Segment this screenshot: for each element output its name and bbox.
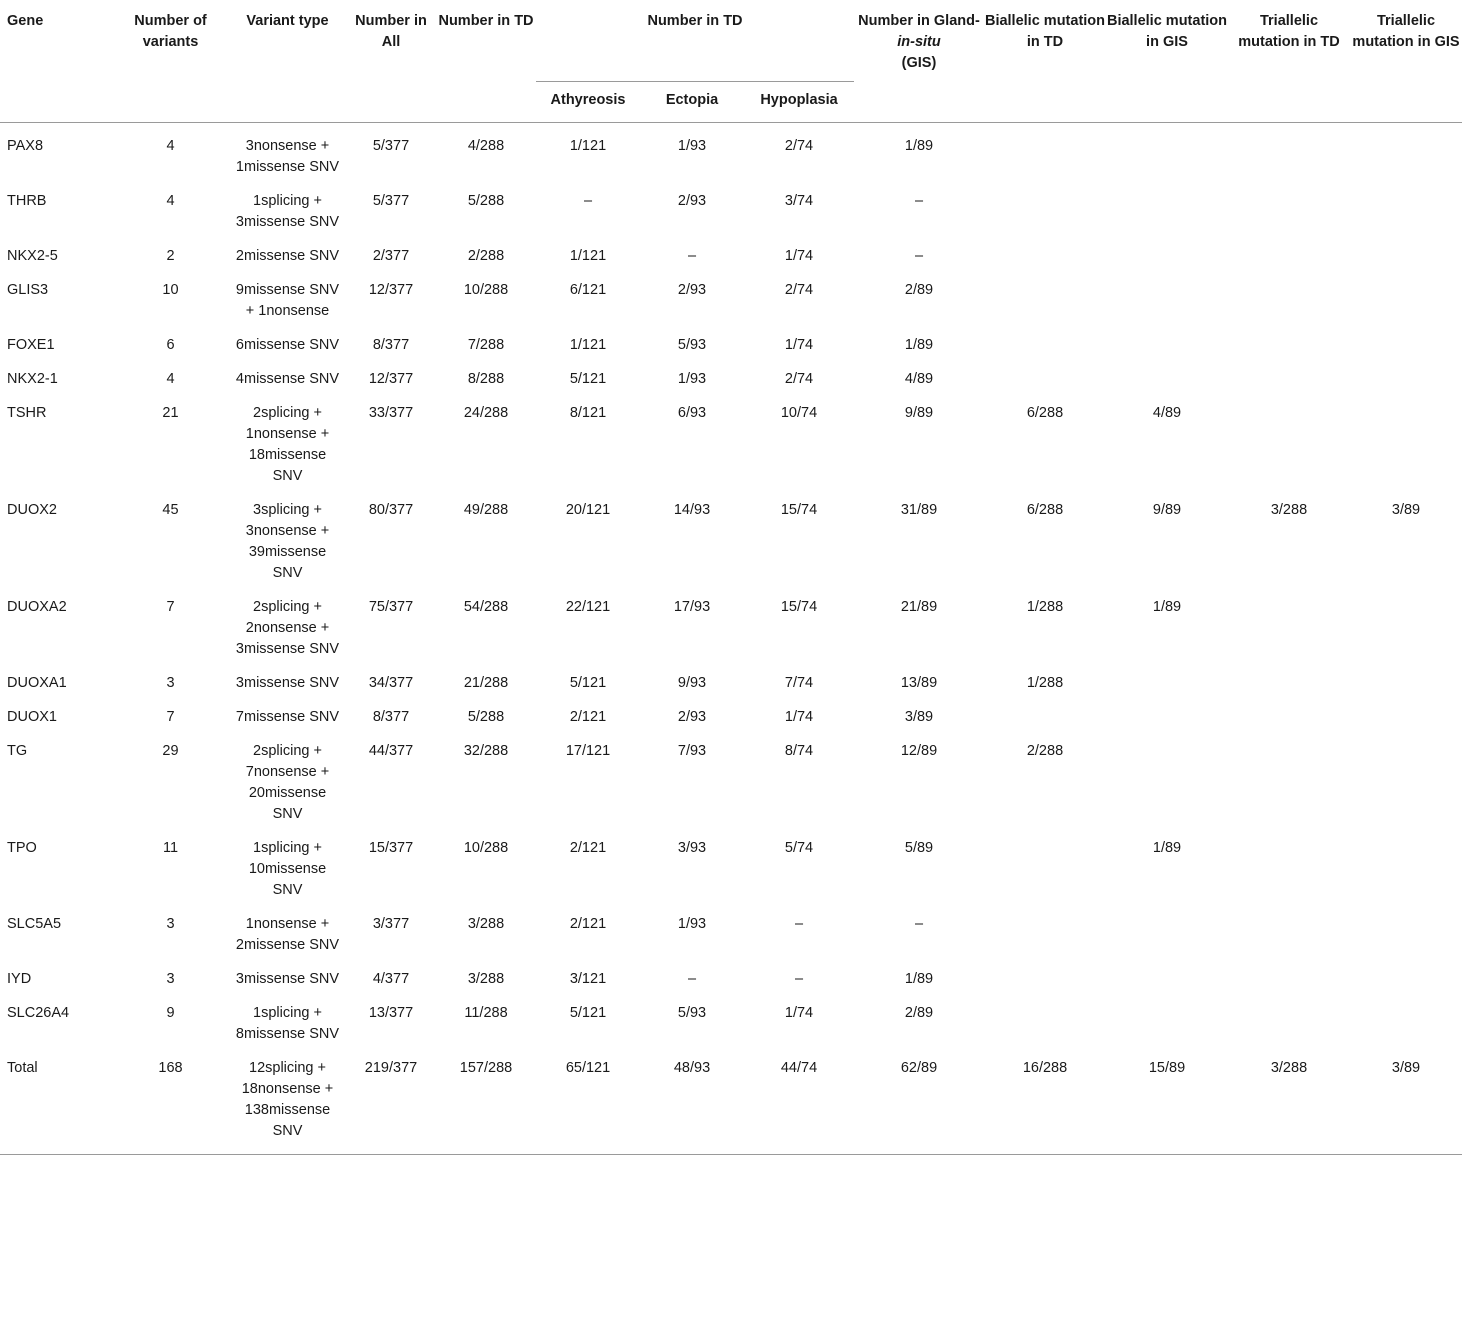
cell-triallelic-gis (1350, 956, 1462, 990)
variant-type-text: 1splicing + 3missense SNV (235, 193, 340, 230)
cell-number-in-gis: 13/89 (900, 675, 938, 691)
cell-ectopia: – (687, 248, 697, 264)
cell-biallelic-gis (1106, 322, 1228, 356)
cell-biallelic-gis (1106, 233, 1228, 267)
cell-triallelic-gis: 3/89 (1350, 1045, 1462, 1155)
cell-biallelic-td (984, 322, 1106, 356)
cell-triallelic-gis (1350, 356, 1462, 390)
cell-number-of-variants: 3 (166, 916, 175, 932)
cell-biallelic-td (984, 825, 1106, 901)
cell-biallelic-td (984, 178, 1106, 233)
cell-gene: SLC5A5 (7, 916, 62, 932)
cell-ectopia: 2/93 (677, 282, 707, 298)
cell-gene: THRB (7, 193, 47, 209)
cell-number-in-all: 5/377 (372, 193, 410, 209)
cell-biallelic-gis: 1/89 (1152, 599, 1182, 615)
cell-hypoplasia: – (794, 971, 804, 987)
cell-ectopia: 17/93 (673, 599, 711, 615)
cell-number-in-td: 3/288 (467, 971, 505, 987)
cell-number-of-variants: 11 (162, 840, 179, 856)
cell-number-in-all: 80/377 (368, 502, 414, 518)
cell-athyreosis: 5/121 (569, 371, 607, 387)
cell-ectopia: 2/93 (677, 193, 707, 209)
cell-gene: DUOX1 (7, 709, 57, 725)
cell-number-in-all: 75/377 (368, 599, 414, 615)
cell-athyreosis: 2/121 (569, 916, 607, 932)
variant-type-text: 2splicing + 1nonsense + 18missense SNV (245, 405, 330, 484)
cell-triallelic-gis (1350, 825, 1462, 901)
cell-number-in-gis: – (914, 193, 924, 209)
cell-number-in-gis: 31/89 (900, 502, 938, 518)
cell-biallelic-td (984, 123, 1106, 179)
cell-number-in-gis: 2/89 (904, 1005, 934, 1021)
cell-number-in-all: 8/377 (372, 337, 410, 353)
table-row (0, 390, 1462, 487)
header-gis-text-2: (GIS) (901, 55, 937, 71)
cell-number-in-td: 2/288 (467, 248, 505, 264)
cell-triallelic-td: 3/288 (1270, 502, 1308, 518)
cell-variant-type (229, 825, 346, 901)
cell-athyreosis: 3/121 (569, 971, 607, 987)
cell-triallelic-gis (1350, 178, 1462, 233)
cell-ectopia: 1/93 (677, 138, 707, 154)
cell-number-in-td: 5/288 (467, 193, 505, 209)
cell-athyreosis: 22/121 (565, 599, 611, 615)
cell-athyreosis: 5/121 (569, 1005, 607, 1021)
variant-type-text: 3splicing + 3nonsense + 39missense SNV (245, 502, 330, 581)
cell-ectopia: – (687, 971, 697, 987)
header-number-in-all: Number in All (346, 0, 436, 123)
cell-triallelic-td (1228, 123, 1350, 179)
cell-variant-type (229, 728, 346, 825)
header-number-in-td-group: Number in TD (536, 0, 854, 82)
cell-hypoplasia: 10/74 (780, 405, 818, 421)
table-row (0, 356, 1462, 390)
cell-biallelic-td: 1/288 (1026, 675, 1064, 691)
cell-ectopia: 3/93 (677, 840, 707, 856)
cell-number-in-td: 10/288 (463, 282, 509, 298)
cell-number-in-gis: – (914, 248, 924, 264)
cell-number-of-variants: 4 (166, 138, 175, 154)
cell-athyreosis: 8/121 (569, 405, 607, 421)
cell-biallelic-td: 2/288 (1026, 743, 1064, 759)
cell-gene: Total (0, 1045, 112, 1155)
cell-biallelic-td (984, 356, 1106, 390)
cell-number-of-variants: 7 (166, 599, 175, 615)
cell-number-of-variants: 4 (166, 371, 175, 387)
header-gis-text-1: Number in Gland- (858, 13, 980, 29)
header-gene: Gene (0, 0, 112, 123)
cell-number-in-gis: 5/89 (904, 840, 934, 856)
cell-number-of-variants: 4 (166, 193, 175, 209)
variant-type-text: 3nonsense + 1missense SNV (235, 138, 340, 175)
cell-number-in-all: 2/377 (372, 248, 410, 264)
cell-biallelic-gis: 15/89 (1106, 1045, 1228, 1155)
cell-variant-type (229, 660, 346, 694)
table-row (0, 990, 1462, 1045)
variant-type-text: 1splicing + 10missense SNV (248, 840, 327, 898)
cell-ectopia: 1/93 (677, 371, 707, 387)
cell-hypoplasia: 1/74 (784, 709, 814, 725)
table-row (0, 123, 1462, 179)
header-number-of-variants: Number of variants (112, 0, 229, 123)
cell-triallelic-td (1228, 990, 1350, 1045)
cell-gene: TPO (7, 840, 37, 856)
cell-number-in-all: 13/377 (368, 1005, 414, 1021)
cell-athyreosis: 1/121 (569, 248, 607, 264)
cell-athyreosis: 1/121 (569, 138, 607, 154)
cell-number-in-gis: 3/89 (904, 709, 934, 725)
cell-variant-type (229, 694, 346, 728)
cell-number-in-all: 12/377 (368, 371, 414, 387)
cell-triallelic-gis (1350, 267, 1462, 322)
cell-athyreosis: 6/121 (569, 282, 607, 298)
cell-number-in-td: 157/288 (436, 1045, 536, 1155)
cell-athyreosis: 2/121 (569, 840, 607, 856)
cell-variant-type (229, 956, 346, 990)
variant-type-text: 3missense SNV (235, 675, 340, 691)
cell-gene: NKX2-1 (7, 371, 58, 387)
table-row (0, 267, 1462, 322)
variant-type-text: 7missense SNV (235, 709, 340, 725)
cell-number-in-gis: 1/89 (904, 138, 934, 154)
cell-number-in-td: 11/288 (464, 1005, 508, 1021)
table-row (0, 1045, 1462, 1155)
cell-biallelic-gis (1106, 728, 1228, 825)
cell-ectopia: 9/93 (677, 675, 707, 691)
cell-gene: DUOX2 (7, 502, 57, 518)
cell-triallelic-td (1228, 825, 1350, 901)
cell-number-in-td: 8/288 (467, 371, 505, 387)
header-ectopia: Ectopia (640, 82, 744, 123)
cell-ectopia: 2/93 (677, 709, 707, 725)
table-row (0, 694, 1462, 728)
cell-athyreosis: – (583, 193, 593, 209)
cell-triallelic-td (1228, 956, 1350, 990)
cell-triallelic-td (1228, 356, 1350, 390)
cell-gene: SLC26A4 (7, 1005, 70, 1021)
cell-ectopia: 6/93 (677, 405, 707, 421)
cell-number-in-all: 4/377 (372, 971, 410, 987)
cell-triallelic-gis (1350, 123, 1462, 179)
cell-triallelic-td (1228, 728, 1350, 825)
table-row (0, 178, 1462, 233)
cell-hypoplasia: 15/74 (780, 502, 818, 518)
cell-number-of-variants: 9 (166, 1005, 175, 1021)
cell-triallelic-gis (1350, 584, 1462, 660)
cell-hypoplasia: 1/74 (784, 1005, 814, 1021)
table-row (0, 728, 1462, 825)
cell-variant-type (229, 901, 346, 956)
cell-biallelic-td (984, 990, 1106, 1045)
cell-triallelic-td (1228, 178, 1350, 233)
cell-hypoplasia: 1/74 (784, 248, 814, 264)
cell-variant-type (229, 267, 346, 322)
cell-number-of-variants: 29 (162, 743, 179, 759)
variant-type-text: 2splicing + 7nonsense + 20missense SNV (245, 743, 330, 822)
cell-number-in-all: 12/377 (368, 282, 414, 298)
cell-triallelic-td (1228, 322, 1350, 356)
cell-triallelic-gis: 3/89 (1391, 502, 1421, 518)
header-biallelic-td: Biallelic mutation in TD (984, 0, 1106, 123)
header-variant-type: Variant type (229, 0, 346, 123)
cell-triallelic-gis (1350, 901, 1462, 956)
cell-ectopia: 14/93 (673, 502, 711, 518)
cell-number-of-variants: 2 (166, 248, 175, 264)
cell-number-in-all: 219/377 (346, 1045, 436, 1155)
cell-triallelic-gis (1350, 233, 1462, 267)
cell-hypoplasia: 44/74 (744, 1045, 854, 1155)
cell-triallelic-gis (1350, 728, 1462, 825)
cell-triallelic-td: 3/288 (1228, 1045, 1350, 1155)
cell-biallelic-td: 6/288 (1026, 502, 1064, 518)
cell-triallelic-td (1228, 584, 1350, 660)
cell-number-in-all: 5/377 (372, 138, 410, 154)
cell-number-in-td: 21/288 (463, 675, 509, 691)
cell-biallelic-td (984, 233, 1106, 267)
cell-gene: TSHR (7, 405, 47, 421)
cell-biallelic-td: 6/288 (1026, 405, 1064, 421)
header-number-in-td: Number in TD (436, 0, 536, 123)
header-hypoplasia: Hypoplasia (744, 82, 854, 123)
cell-number-in-all: 44/377 (368, 743, 414, 759)
cell-hypoplasia: 2/74 (784, 138, 814, 154)
cell-biallelic-gis (1106, 123, 1228, 179)
cell-number-of-variants: 168 (112, 1045, 229, 1155)
cell-biallelic-gis: 1/89 (1152, 840, 1182, 856)
cell-biallelic-td (984, 956, 1106, 990)
cell-triallelic-td (1228, 390, 1350, 487)
cell-ectopia: 5/93 (677, 337, 707, 353)
table-header (0, 0, 1462, 123)
cell-variant-type (229, 390, 346, 487)
cell-hypoplasia: 8/74 (784, 743, 814, 759)
cell-gene: TG (7, 743, 28, 759)
cell-biallelic-gis (1106, 660, 1228, 694)
cell-number-in-gis: 9/89 (904, 405, 934, 421)
cell-variant-type (229, 233, 346, 267)
cell-variant-type (229, 356, 346, 390)
cell-hypoplasia: 2/74 (784, 282, 814, 298)
variant-type-text: 1nonsense + 2missense SNV (235, 916, 340, 953)
cell-biallelic-td (984, 901, 1106, 956)
cell-hypoplasia: 15/74 (780, 599, 818, 615)
table-row (0, 901, 1462, 956)
cell-number-of-variants: 10 (162, 282, 179, 298)
header-biallelic-gis: Biallelic mutation in GIS (1106, 0, 1228, 123)
cell-biallelic-gis: 9/89 (1152, 502, 1182, 518)
header-number-in-gis (854, 0, 984, 123)
cell-gene: DUOXA1 (7, 675, 67, 691)
cell-biallelic-gis (1106, 990, 1228, 1045)
cell-number-of-variants: 3 (166, 971, 175, 987)
cell-triallelic-td (1228, 694, 1350, 728)
variant-type-text: 9missense SNV + 1nonsense (235, 282, 340, 319)
variant-type-text: 3missense SNV (235, 971, 340, 987)
cell-number-in-gis: 2/89 (904, 282, 934, 298)
cell-biallelic-gis (1106, 356, 1228, 390)
cell-triallelic-gis (1350, 660, 1462, 694)
cell-number-in-td: 5/288 (467, 709, 505, 725)
variant-type-text: 6missense SNV (235, 337, 340, 353)
cell-hypoplasia: 2/74 (784, 371, 814, 387)
cell-number-in-gis: 21/89 (900, 599, 938, 615)
cell-number-in-all: 8/377 (372, 709, 410, 725)
variant-type-text: 2splicing + 2nonsense + 3missense SNV (235, 599, 340, 657)
cell-gene: IYD (7, 971, 32, 987)
cell-biallelic-gis (1106, 694, 1228, 728)
cell-gene: FOXE1 (7, 337, 55, 353)
cell-biallelic-gis (1106, 178, 1228, 233)
cell-triallelic-gis (1350, 390, 1462, 487)
cell-triallelic-td (1228, 233, 1350, 267)
cell-number-of-variants: 21 (162, 405, 179, 421)
cell-triallelic-td (1228, 901, 1350, 956)
cell-biallelic-gis: 4/89 (1152, 405, 1182, 421)
cell-hypoplasia: 1/74 (784, 337, 814, 353)
cell-number-in-all: 34/377 (368, 675, 414, 691)
table-body (0, 123, 1462, 1155)
cell-number-in-td: 24/288 (463, 405, 509, 421)
cell-number-in-gis: 1/89 (904, 971, 934, 987)
cell-biallelic-td: 1/288 (1026, 599, 1064, 615)
cell-number-in-all: 3/377 (372, 916, 410, 932)
cell-number-of-variants: 45 (162, 502, 179, 518)
cell-number-in-gis: – (914, 916, 924, 932)
table-row (0, 584, 1462, 660)
cell-number-in-td: 54/288 (463, 599, 509, 615)
cell-number-in-gis: 62/89 (854, 1045, 984, 1155)
cell-ectopia: 48/93 (640, 1045, 744, 1155)
header-gis-italic: in-situ (897, 34, 941, 50)
variant-type-text: 2missense SNV (235, 248, 340, 264)
cell-number-in-gis: 4/89 (904, 371, 934, 387)
cell-triallelic-td (1228, 267, 1350, 322)
cell-triallelic-td (1228, 660, 1350, 694)
cell-number-in-td: 3/288 (467, 916, 505, 932)
cell-athyreosis: 2/121 (569, 709, 607, 725)
cell-biallelic-gis (1106, 267, 1228, 322)
cell-variant-type (229, 1045, 346, 1155)
cell-gene: GLIS3 (7, 282, 49, 298)
cell-triallelic-gis (1350, 322, 1462, 356)
cell-ectopia: 5/93 (677, 1005, 707, 1021)
cell-hypoplasia: 7/74 (784, 675, 814, 691)
cell-athyreosis: 1/121 (569, 337, 607, 353)
variant-type-text: 1splicing + 8missense SNV (235, 1005, 340, 1042)
cell-athyreosis: 20/121 (565, 502, 611, 518)
cell-hypoplasia: 3/74 (784, 193, 814, 209)
cell-ectopia: 1/93 (677, 916, 707, 932)
cell-biallelic-td: 16/288 (984, 1045, 1106, 1155)
cell-gene: NKX2-5 (7, 248, 58, 264)
cell-gene: DUOXA2 (7, 599, 67, 615)
cell-variant-type (229, 584, 346, 660)
cell-biallelic-td (984, 267, 1106, 322)
cell-number-of-variants: 3 (166, 675, 175, 691)
cell-number-in-td: 4/288 (467, 138, 505, 154)
cell-athyreosis: 5/121 (569, 675, 607, 691)
table-row (0, 956, 1462, 990)
header-athyreosis: Athyreosis (536, 82, 640, 123)
cell-number-in-gis: 12/89 (900, 743, 938, 759)
cell-number-in-td: 32/288 (463, 743, 509, 759)
cell-athyreosis: 65/121 (536, 1045, 640, 1155)
cell-number-in-td: 10/288 (463, 840, 509, 856)
cell-number-of-variants: 6 (166, 337, 175, 353)
cell-biallelic-td (984, 694, 1106, 728)
variant-type-text: 12splicing + 18nonsense + 138missense SNV (241, 1060, 334, 1139)
cell-number-in-gis: 1/89 (904, 337, 934, 353)
cell-biallelic-gis (1106, 901, 1228, 956)
table-row (0, 660, 1462, 694)
table-row (0, 487, 1462, 584)
cell-number-of-variants: 7 (166, 709, 175, 725)
cell-number-in-td: 49/288 (463, 502, 509, 518)
table-row (0, 825, 1462, 901)
cell-variant-type (229, 178, 346, 233)
cell-triallelic-gis (1350, 990, 1462, 1045)
cell-variant-type (229, 123, 346, 179)
cell-gene: PAX8 (7, 138, 44, 154)
header-triallelic-gis: Triallelic mutation in GIS (1350, 0, 1462, 123)
cell-biallelic-gis (1106, 956, 1228, 990)
table-row (0, 322, 1462, 356)
cell-variant-type (229, 990, 346, 1045)
cell-number-in-td: 7/288 (467, 337, 505, 353)
table-row (0, 233, 1462, 267)
cell-variant-type (229, 487, 346, 584)
cell-number-in-all: 15/377 (368, 840, 414, 856)
header-triallelic-td: Triallelic mutation in TD (1228, 0, 1350, 123)
cell-ectopia: 7/93 (677, 743, 707, 759)
cell-hypoplasia: – (794, 916, 804, 932)
cell-hypoplasia: 5/74 (784, 840, 814, 856)
cell-variant-type (229, 322, 346, 356)
cell-athyreosis: 17/121 (565, 743, 611, 759)
variant-type-text: 4missense SNV (235, 371, 340, 387)
header-row-top (0, 0, 1462, 82)
cell-number-in-all: 33/377 (368, 405, 414, 421)
cell-triallelic-gis (1350, 694, 1462, 728)
